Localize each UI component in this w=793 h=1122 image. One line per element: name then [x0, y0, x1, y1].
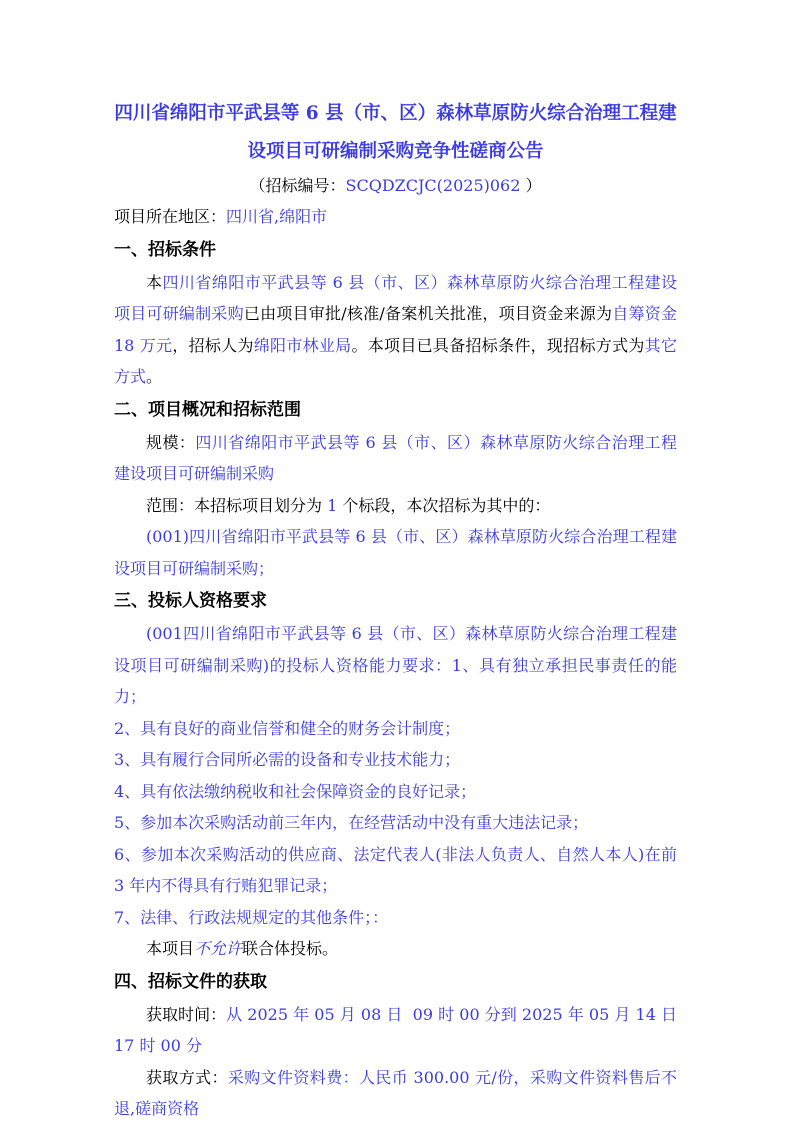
- bid-number-code: SCQDZCJC(2025)062: [345, 176, 521, 195]
- intro-funding: 自筹资金 18 万元: [114, 304, 683, 355]
- intro-tender-method: 其它方式: [114, 335, 677, 386]
- section-heading-tender-conditions: 一、招标条件: [114, 239, 216, 260]
- tender-conditions-paragraph: [114, 267, 683, 393]
- intro-mid2: ，招标人为: [172, 335, 254, 355]
- scope-pre: 范围：本招标项目划分为: [146, 495, 328, 515]
- lot-001-paragraph: (001)四川省绵阳市平武县等 6 县（市、区）森林草原防火综合治理工程建设项目可研编制采购；: [114, 527, 677, 578]
- document-title: 四川省绵阳市平武县等 6 县（市、区）森林草原防火综合治理工程建设项目可研编制采购竞争性磋商公告: [114, 103, 677, 162]
- acquisition-time-label: 获取时间：: [146, 1004, 227, 1024]
- acquisition-method-label: 获取方式：: [146, 1067, 228, 1087]
- qualification-intro-paragraph: (001四川省绵阳市平武县等 6 县（市、区）森林草原防火综合治理工程建设项目可研编制采购)的投标人资格能力要求：1、具有独立承担民事责任的能力；: [114, 624, 677, 706]
- acquisition-time-value: 从 2025 年 05 月 08 日 09 时 00 分到 2025 年 05 月 14 日 17 时 00 分: [114, 1004, 688, 1055]
- qualification-item-5: 5、参加本次采购活动前三年内，在经营活动中没有重大违法记录；: [114, 813, 589, 832]
- bid-number-prefix: （招标编号：: [249, 176, 346, 195]
- project-scope-paragraph: [114, 490, 677, 522]
- project-scale-paragraph: [114, 427, 677, 490]
- acquisition-time-paragraph: [114, 999, 688, 1062]
- qualification-item-6: 6、参加本次采购活动的供应商、法定代表人(非法人负责人、自然人本人)在前 3 年内不得具有行贿犯罪记录；: [114, 844, 683, 895]
- scope-post: 个标段，本次招标为其中的：: [337, 495, 551, 515]
- section-heading-bidder-qualifications: 三、投标人资格要求: [114, 591, 267, 611]
- qualification-item-3: 3、具有履行合同所必需的设备和专业技术能力；: [114, 750, 461, 769]
- intro-end: 。: [146, 367, 163, 386]
- bid-number-line: [114, 171, 677, 201]
- scale-value: 四川省绵阳市平武县等 6 县（市、区）森林草原防火综合治理工程建设项目可研编制采购: [114, 432, 677, 483]
- section-heading-project-overview: 二、项目概况和招标范围: [114, 399, 301, 420]
- acquisition-method-value: 采购文件资料费：人民币 300.00 元/份，采购文件资料售后不退,磋商资格: [114, 1067, 677, 1118]
- acquisition-method-paragraph: [114, 1062, 677, 1122]
- section-heading-document-acquisition: 四、招标文件的获取: [114, 971, 267, 992]
- bid-number-suffix: ）: [520, 176, 542, 195]
- joint-venture-not-allowed: 不允许: [194, 939, 243, 958]
- project-location-value: 四川省,绵阳市: [226, 207, 328, 226]
- qualification-item-7: 7、法律、行政法规规定的其他条件；：: [114, 907, 389, 927]
- intro-pre: 本: [146, 272, 163, 292]
- intro-mid1: 已由项目审批/核准/备案机关批准，项目资金来源为: [243, 304, 613, 323]
- scope-lot-count: 1: [327, 495, 338, 515]
- project-location-line: [114, 201, 677, 233]
- intro-project-name: 四川省绵阳市平武县等 6 县（市、区）森林草原防火综合治理工程建设项目可研编制采购: [114, 272, 677, 323]
- intro-tenderee: 绵阳市林业局: [253, 335, 352, 355]
- intro-mid3: 。本项目已具备招标条件，现招标方式为: [351, 335, 645, 355]
- qualification-item-2: 2、具有良好的商业信誉和健全的财务会计制度；: [114, 718, 461, 738]
- qualification-item-4: 4、具有依法缴纳税收和社会保障资金的良好记录；: [114, 781, 477, 801]
- joint-venture-paragraph: [114, 933, 677, 965]
- scale-label: 规模：: [146, 432, 196, 452]
- project-location-label: 项目所在地区：: [114, 207, 227, 226]
- joint-venture-pre: 本项目: [146, 939, 195, 958]
- joint-venture-post: 联合体投标。: [242, 939, 339, 958]
